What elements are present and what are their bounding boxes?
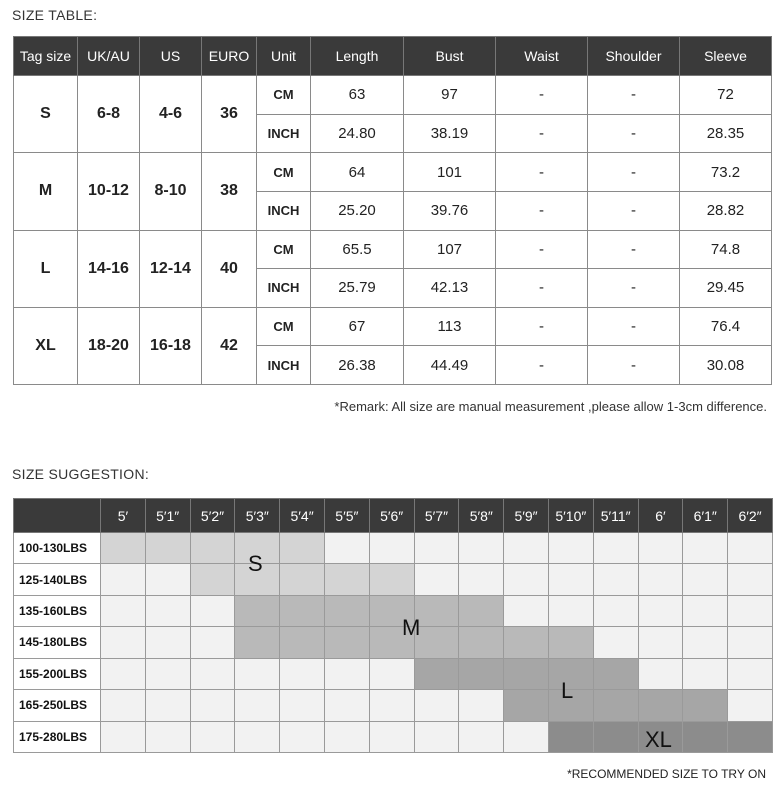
suggestion-cell — [324, 690, 369, 721]
suggestion-cell — [504, 533, 549, 564]
bust-cell: 42.13 — [404, 269, 496, 308]
shoulder-cell: - — [588, 153, 680, 192]
suggestion-cell — [190, 690, 235, 721]
header-shoulder: Shoulder — [588, 37, 680, 76]
suggestion-cell — [324, 721, 369, 752]
size-label-xl: XL — [645, 727, 672, 752]
unit-cell: INCH — [257, 346, 311, 385]
header-unit: Unit — [257, 37, 311, 76]
bust-cell: 113 — [404, 307, 496, 346]
suggestion-cell — [683, 627, 728, 658]
unit-cell: INCH — [257, 114, 311, 153]
height-header: 5′1″ — [145, 499, 190, 533]
length-cell: 63 — [311, 76, 404, 115]
suggestion-cell — [369, 533, 414, 564]
bust-cell: 38.19 — [404, 114, 496, 153]
size-table-title: SIZE TABLE: — [12, 7, 98, 23]
length-cell: 26.38 — [311, 346, 404, 385]
unit-cell: CM — [257, 307, 311, 346]
suggestion-cell — [683, 564, 728, 595]
unit-cell: INCH — [257, 191, 311, 230]
suggestion-cell — [548, 533, 593, 564]
suggestion-cell — [638, 564, 683, 595]
size-row-cm — [14, 153, 772, 192]
shoulder-cell: - — [588, 230, 680, 269]
suggestion-cell — [459, 564, 504, 595]
suggestion-cell — [369, 690, 414, 721]
suggestion-cell — [728, 595, 773, 626]
weight-row — [14, 533, 773, 564]
suggestion-cell — [459, 627, 504, 658]
height-header: 5′8″ — [459, 499, 504, 533]
recommend-note: *RECOMMENDED SIZE TO TRY ON — [567, 767, 766, 781]
suggestion-cell — [504, 627, 549, 658]
bust-cell: 101 — [404, 153, 496, 192]
height-header: 5′ — [101, 499, 146, 533]
header-waist: Waist — [496, 37, 588, 76]
sleeve-cell: 72 — [680, 76, 772, 115]
height-header: 6′1″ — [683, 499, 728, 533]
suggestion-cell — [101, 721, 146, 752]
size-row-cm — [14, 230, 772, 269]
sleeve-cell: 30.08 — [680, 346, 772, 385]
suggestion-cell — [324, 564, 369, 595]
header-length: Length — [311, 37, 404, 76]
suggestion-cell — [548, 564, 593, 595]
length-cell: 67 — [311, 307, 404, 346]
unit-cell: CM — [257, 153, 311, 192]
suggestion-cell — [414, 533, 459, 564]
suggestion-cell — [593, 533, 638, 564]
shoulder-cell: - — [588, 191, 680, 230]
suggestion-cell — [414, 564, 459, 595]
weight-row — [14, 595, 773, 626]
euro-cell: 42 — [202, 307, 257, 384]
suggestion-cell — [280, 721, 325, 752]
weight-row — [14, 690, 773, 721]
suggestion-cell — [504, 595, 549, 626]
suggestion-cell — [638, 533, 683, 564]
suggestion-cell — [235, 690, 280, 721]
suggestion-cell — [638, 658, 683, 689]
suggestion-cell — [414, 721, 459, 752]
height-header: 6′2″ — [728, 499, 773, 533]
suggestion-cell — [593, 721, 638, 752]
suggestion-cell — [414, 595, 459, 626]
waist-cell: - — [496, 230, 588, 269]
weight-label: 135-160LBS — [14, 595, 101, 626]
suggestion-cell — [593, 690, 638, 721]
us-cell: 4-6 — [140, 76, 202, 153]
unit-cell: CM — [257, 230, 311, 269]
suggestion-cell — [504, 564, 549, 595]
height-header: 5′9″ — [504, 499, 549, 533]
size-table — [13, 36, 772, 385]
suggestion-cell — [728, 627, 773, 658]
suggestion-cell — [235, 658, 280, 689]
bust-cell: 39.76 — [404, 191, 496, 230]
suggestion-cell — [235, 627, 280, 658]
bust-cell: 97 — [404, 76, 496, 115]
size-label-l: L — [561, 678, 574, 703]
weight-label: 100-130LBS — [14, 533, 101, 564]
length-cell: 65.5 — [311, 230, 404, 269]
suggestion-cell — [280, 564, 325, 595]
suggestion-cell — [190, 721, 235, 752]
tag-size-cell: XL — [14, 307, 78, 384]
size-label-m: M — [402, 615, 421, 640]
sleeve-cell: 74.8 — [680, 230, 772, 269]
waist-cell: - — [496, 269, 588, 308]
height-header: 5′3″ — [235, 499, 280, 533]
suggestion-cell — [101, 690, 146, 721]
height-header: 5′2″ — [190, 499, 235, 533]
suggestion-cell — [459, 595, 504, 626]
shoulder-cell: - — [588, 307, 680, 346]
header-us: US — [140, 37, 202, 76]
suggestion-cell — [324, 533, 369, 564]
suggestion-cell — [459, 658, 504, 689]
suggestion-cell — [145, 595, 190, 626]
sleeve-cell: 76.4 — [680, 307, 772, 346]
suggestion-cell — [459, 690, 504, 721]
suggestion-cell — [593, 564, 638, 595]
suggestion-cell — [683, 721, 728, 752]
size-row-cm — [14, 307, 772, 346]
suggestion-cell — [638, 595, 683, 626]
header-uk-au: UK/AU — [78, 37, 140, 76]
suggestion-cell — [728, 564, 773, 595]
bust-cell: 107 — [404, 230, 496, 269]
header-sleeve: Sleeve — [680, 37, 772, 76]
suggestion-cell — [145, 658, 190, 689]
length-cell: 64 — [311, 153, 404, 192]
us-cell: 8-10 — [140, 153, 202, 230]
weight-label: 125-140LBS — [14, 564, 101, 595]
suggestion-cell — [414, 627, 459, 658]
waist-cell: - — [496, 346, 588, 385]
size-table-header-row — [14, 37, 772, 76]
suggestion-cell — [638, 690, 683, 721]
bust-cell: 44.49 — [404, 346, 496, 385]
us-cell: 16-18 — [140, 307, 202, 384]
suggestion-cell — [190, 564, 235, 595]
suggestion-cell — [504, 721, 549, 752]
suggestion-cell — [235, 721, 280, 752]
suggestion-cell — [145, 690, 190, 721]
remark-text: *Remark: All size are manual measurement ,please allow 1-3cm difference. — [334, 399, 767, 414]
suggestion-cell — [145, 721, 190, 752]
weight-label: 175-280LBS — [14, 721, 101, 752]
sleeve-cell: 28.35 — [680, 114, 772, 153]
size-suggestion-grid — [13, 498, 773, 753]
header-euro: EURO — [202, 37, 257, 76]
suggestion-cell — [414, 690, 459, 721]
size-label-s: S — [248, 551, 263, 576]
sleeve-cell: 73.2 — [680, 153, 772, 192]
unit-cell: INCH — [257, 269, 311, 308]
euro-cell: 36 — [202, 76, 257, 153]
height-header: 6′ — [638, 499, 683, 533]
suggestion-cell — [190, 595, 235, 626]
suggestion-cell — [369, 564, 414, 595]
weight-row — [14, 658, 773, 689]
height-header: 5′11″ — [593, 499, 638, 533]
suggestion-cell — [280, 627, 325, 658]
suggestion-cell — [369, 658, 414, 689]
suggestion-cell — [101, 564, 146, 595]
waist-cell: - — [496, 191, 588, 230]
suggestion-cell — [593, 595, 638, 626]
suggestion-cell — [190, 627, 235, 658]
suggestion-header-row — [14, 499, 773, 533]
header-tag-size: Tag size — [14, 37, 78, 76]
suggestion-cell — [728, 533, 773, 564]
shoulder-cell: - — [588, 269, 680, 308]
suggestion-cell — [548, 627, 593, 658]
uk-au-cell: 6-8 — [78, 76, 140, 153]
suggestion-cell — [190, 658, 235, 689]
suggestion-cell — [548, 595, 593, 626]
suggestion-cell — [280, 690, 325, 721]
waist-cell: - — [496, 114, 588, 153]
shoulder-cell: - — [588, 346, 680, 385]
suggestion-cell — [101, 533, 146, 564]
suggestion-cell — [504, 690, 549, 721]
suggestion-cell — [324, 627, 369, 658]
suggestion-cell — [324, 658, 369, 689]
suggestion-cell — [280, 533, 325, 564]
suggestion-cell — [683, 690, 728, 721]
height-header: 5′7″ — [414, 499, 459, 533]
suggestion-cell — [280, 595, 325, 626]
suggestion-cell — [504, 658, 549, 689]
waist-cell: - — [496, 153, 588, 192]
us-cell: 12-14 — [140, 230, 202, 307]
sleeve-cell: 28.82 — [680, 191, 772, 230]
suggestion-cell — [728, 690, 773, 721]
shoulder-cell: - — [588, 76, 680, 115]
suggestion-cell — [459, 533, 504, 564]
height-header: 5′6″ — [369, 499, 414, 533]
suggestion-cell — [280, 658, 325, 689]
length-cell: 24.80 — [311, 114, 404, 153]
suggestion-cell — [145, 564, 190, 595]
uk-au-cell: 14-16 — [78, 230, 140, 307]
height-header: 5′5″ — [324, 499, 369, 533]
suggestion-cell — [369, 721, 414, 752]
suggestion-cell — [593, 627, 638, 658]
grid-corner — [14, 499, 101, 533]
suggestion-cell — [414, 658, 459, 689]
weight-label: 155-200LBS — [14, 658, 101, 689]
uk-au-cell: 18-20 — [78, 307, 140, 384]
suggestion-cell — [728, 658, 773, 689]
weight-label: 145-180LBS — [14, 627, 101, 658]
suggestion-cell — [638, 627, 683, 658]
suggestion-cell — [593, 658, 638, 689]
unit-cell: CM — [257, 76, 311, 115]
suggestion-cell — [324, 595, 369, 626]
suggestion-cell — [145, 627, 190, 658]
waist-cell: - — [496, 307, 588, 346]
suggestion-cell — [459, 721, 504, 752]
suggestion-cell — [683, 533, 728, 564]
tag-size-cell: L — [14, 230, 78, 307]
height-header: 5′4″ — [280, 499, 325, 533]
header-bust: Bust — [404, 37, 496, 76]
weight-label: 165-250LBS — [14, 690, 101, 721]
euro-cell: 40 — [202, 230, 257, 307]
suggestion-cell — [683, 658, 728, 689]
suggestion-cell — [548, 721, 593, 752]
length-cell: 25.79 — [311, 269, 404, 308]
suggestion-cell — [101, 627, 146, 658]
suggestion-cell — [101, 658, 146, 689]
weight-row — [14, 564, 773, 595]
size-row-cm — [14, 76, 772, 115]
uk-au-cell: 10-12 — [78, 153, 140, 230]
suggestion-cell — [101, 595, 146, 626]
euro-cell: 38 — [202, 153, 257, 230]
sleeve-cell: 29.45 — [680, 269, 772, 308]
tag-size-cell: M — [14, 153, 78, 230]
suggestion-cell — [190, 533, 235, 564]
suggestion-cell — [145, 533, 190, 564]
size-suggestion-title: SIZE SUGGESTION: — [12, 466, 150, 482]
suggestion-cell — [728, 721, 773, 752]
waist-cell: - — [496, 76, 588, 115]
weight-row — [14, 627, 773, 658]
suggestion-cell — [683, 595, 728, 626]
length-cell: 25.20 — [311, 191, 404, 230]
suggestion-cell — [235, 595, 280, 626]
height-header: 5′10″ — [548, 499, 593, 533]
shoulder-cell: - — [588, 114, 680, 153]
tag-size-cell: S — [14, 76, 78, 153]
